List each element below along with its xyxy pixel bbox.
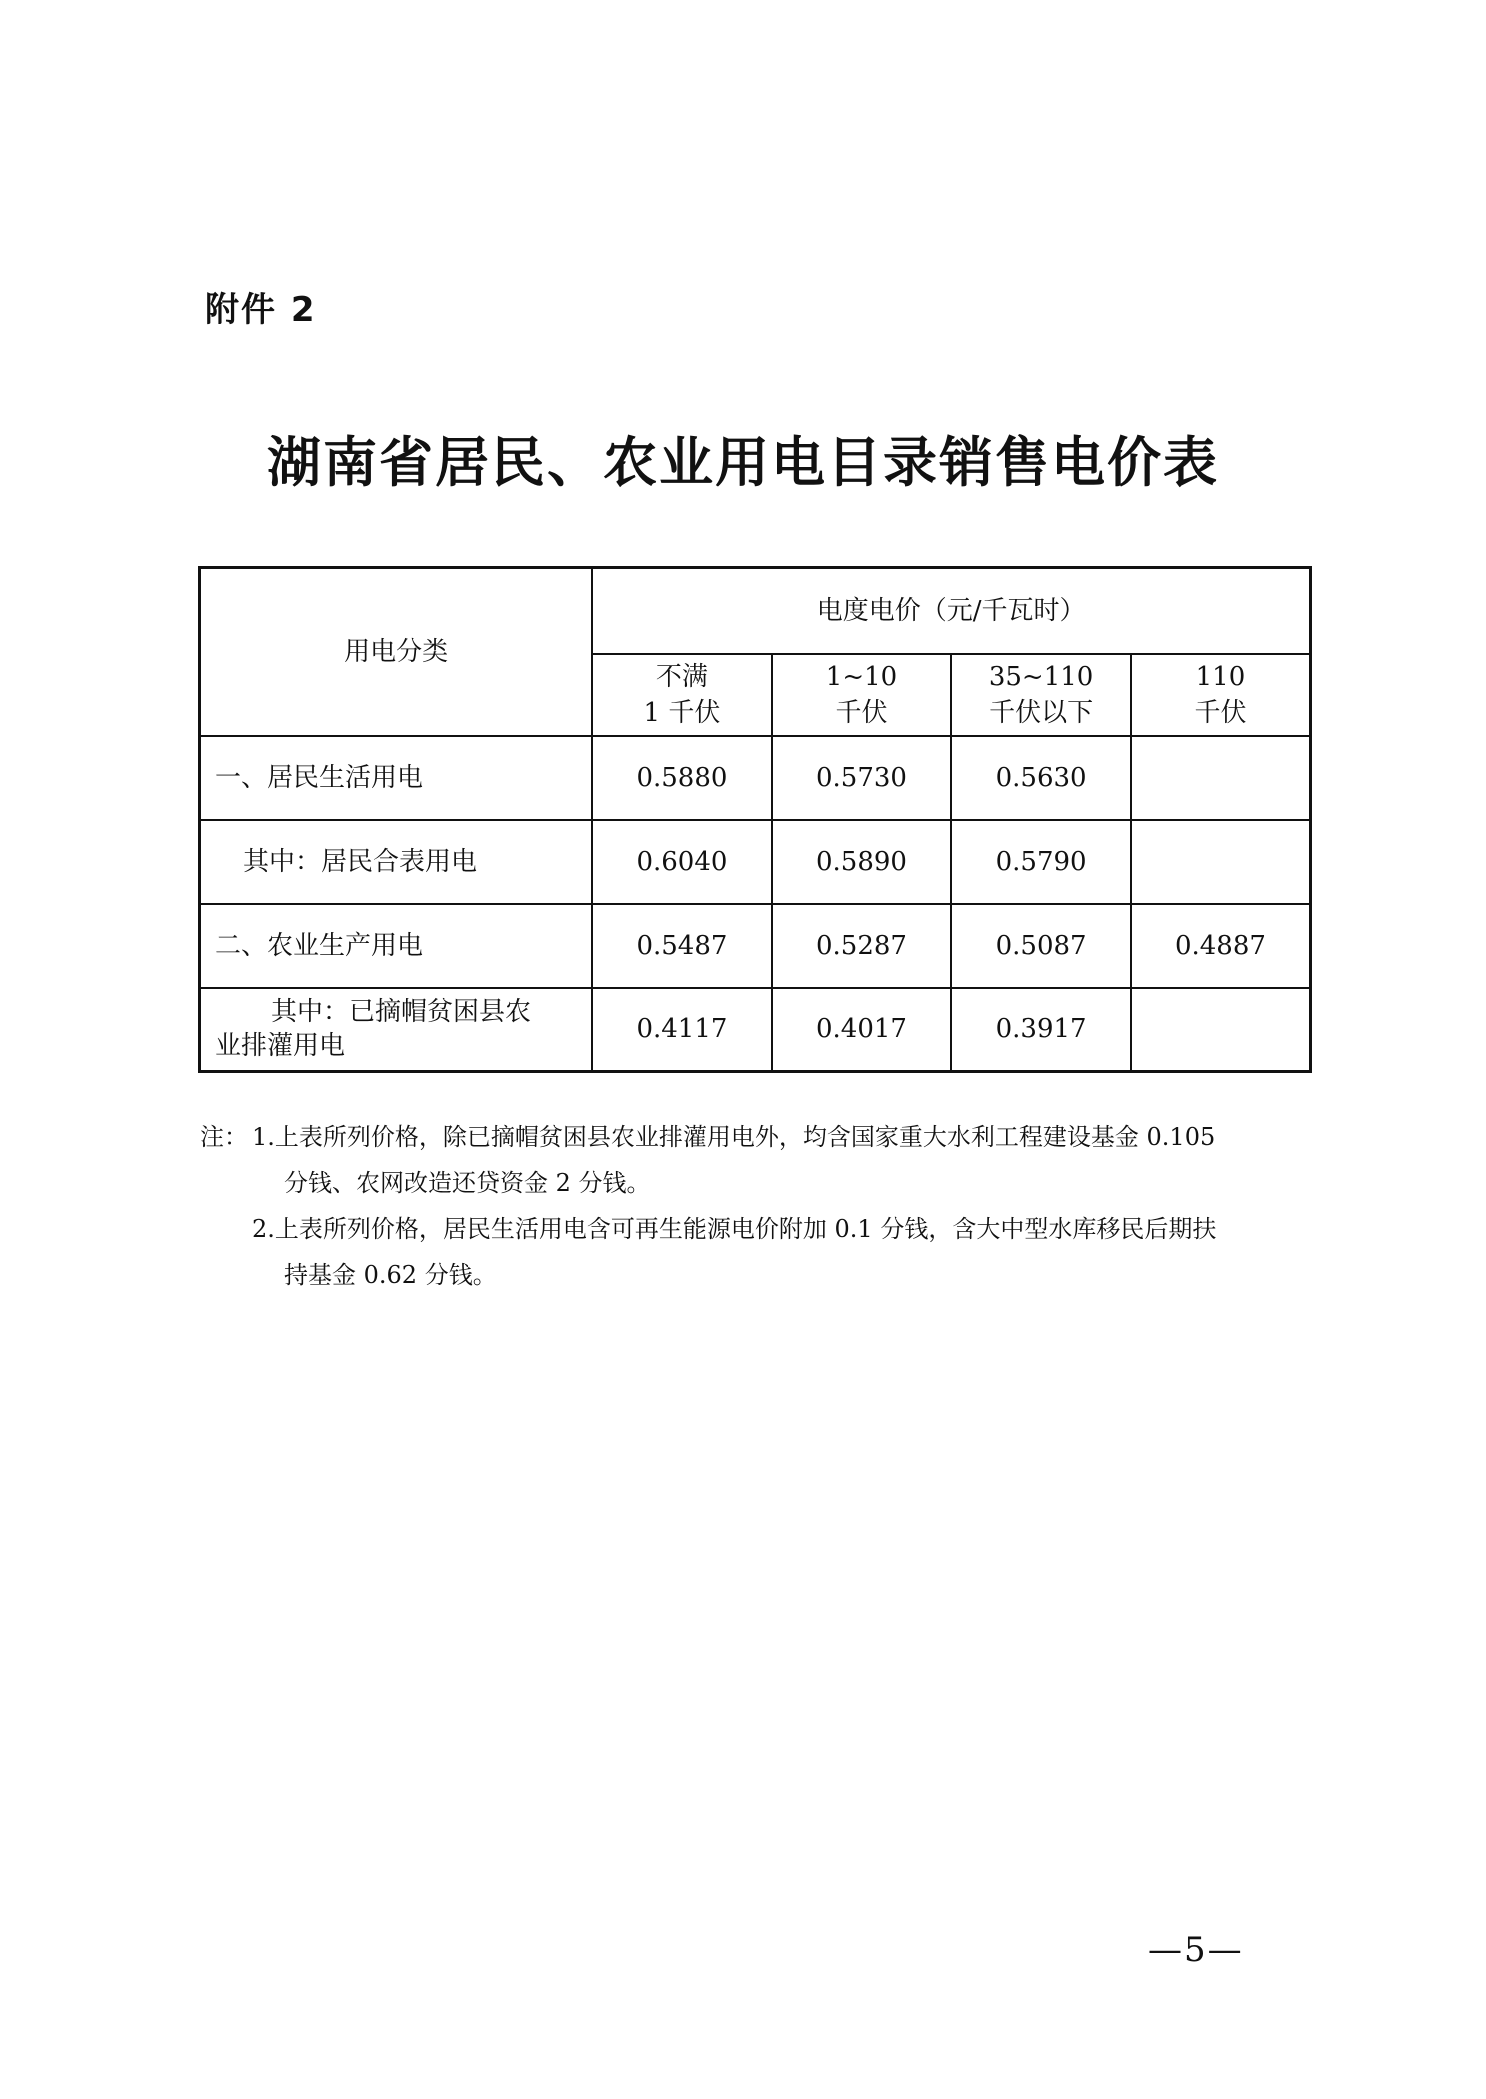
attachment-label: 附件 2 xyxy=(205,290,317,330)
note-text: 持基金 0.62 分钱。 xyxy=(284,1261,497,1289)
table-row xyxy=(200,736,1311,820)
page-number: —5— xyxy=(1148,1930,1244,1970)
price-cell: 0.6040 xyxy=(592,820,772,904)
row-category: 其中：居民合表用电 xyxy=(200,820,593,904)
price-cell xyxy=(1131,736,1311,820)
page-title: 湖南省居民、农业用电目录销售电价表 xyxy=(267,431,1219,494)
price-cell: 0.4117 xyxy=(592,988,772,1072)
category-header: 用电分类 xyxy=(200,568,593,736)
price-cell: 0.5880 xyxy=(592,736,772,820)
price-table xyxy=(198,566,1312,1073)
voltage-column-header: 110 千伏 xyxy=(1131,654,1311,736)
note-text: 2.上表所列价格，居民生活用电含可再生能源电价附加 0.1 分钱，含大中型水库移民后期扶 xyxy=(252,1215,1217,1243)
table-row xyxy=(200,820,1311,904)
note-text: 1.上表所列价格，除已摘帽贫困县农业排灌用电外，均含国家重大水利工程建设基金 0.105 xyxy=(252,1123,1216,1151)
note-item xyxy=(200,1114,1312,1206)
price-cell: 0.4887 xyxy=(1131,904,1311,988)
price-cell: 0.5087 xyxy=(951,904,1131,988)
price-cell xyxy=(1131,988,1311,1072)
row-category: 一、居民生活用电 xyxy=(200,736,593,820)
note-item xyxy=(200,1206,1312,1298)
price-cell: 0.5630 xyxy=(951,736,1131,820)
notes-prefix: 注： xyxy=(200,1123,248,1151)
price-cell: 0.5487 xyxy=(592,904,772,988)
table-row xyxy=(200,988,1311,1072)
price-cell: 0.5790 xyxy=(951,820,1131,904)
table-row xyxy=(200,904,1311,988)
row-category: 其中：已摘帽贫困县农 业排灌用电 xyxy=(200,988,593,1072)
row-category: 二、农业生产用电 xyxy=(200,904,593,988)
price-cell: 0.5730 xyxy=(772,736,952,820)
price-cell: 0.5287 xyxy=(772,904,952,988)
price-cell xyxy=(1131,820,1311,904)
notes xyxy=(200,1114,1312,1298)
voltage-column-header: 1~10 千伏 xyxy=(772,654,952,736)
voltage-column-header: 35~110 千伏以下 xyxy=(951,654,1131,736)
voltage-column-header: 不满 1 千伏 xyxy=(592,654,772,736)
price-cell: 0.5890 xyxy=(772,820,952,904)
price-cell: 0.3917 xyxy=(951,988,1131,1072)
note-text: 分钱、农网改造还贷资金 2 分钱。 xyxy=(284,1169,651,1197)
price-cell: 0.4017 xyxy=(772,988,952,1072)
price-header: 电度电价（元/千瓦时） xyxy=(592,568,1310,654)
